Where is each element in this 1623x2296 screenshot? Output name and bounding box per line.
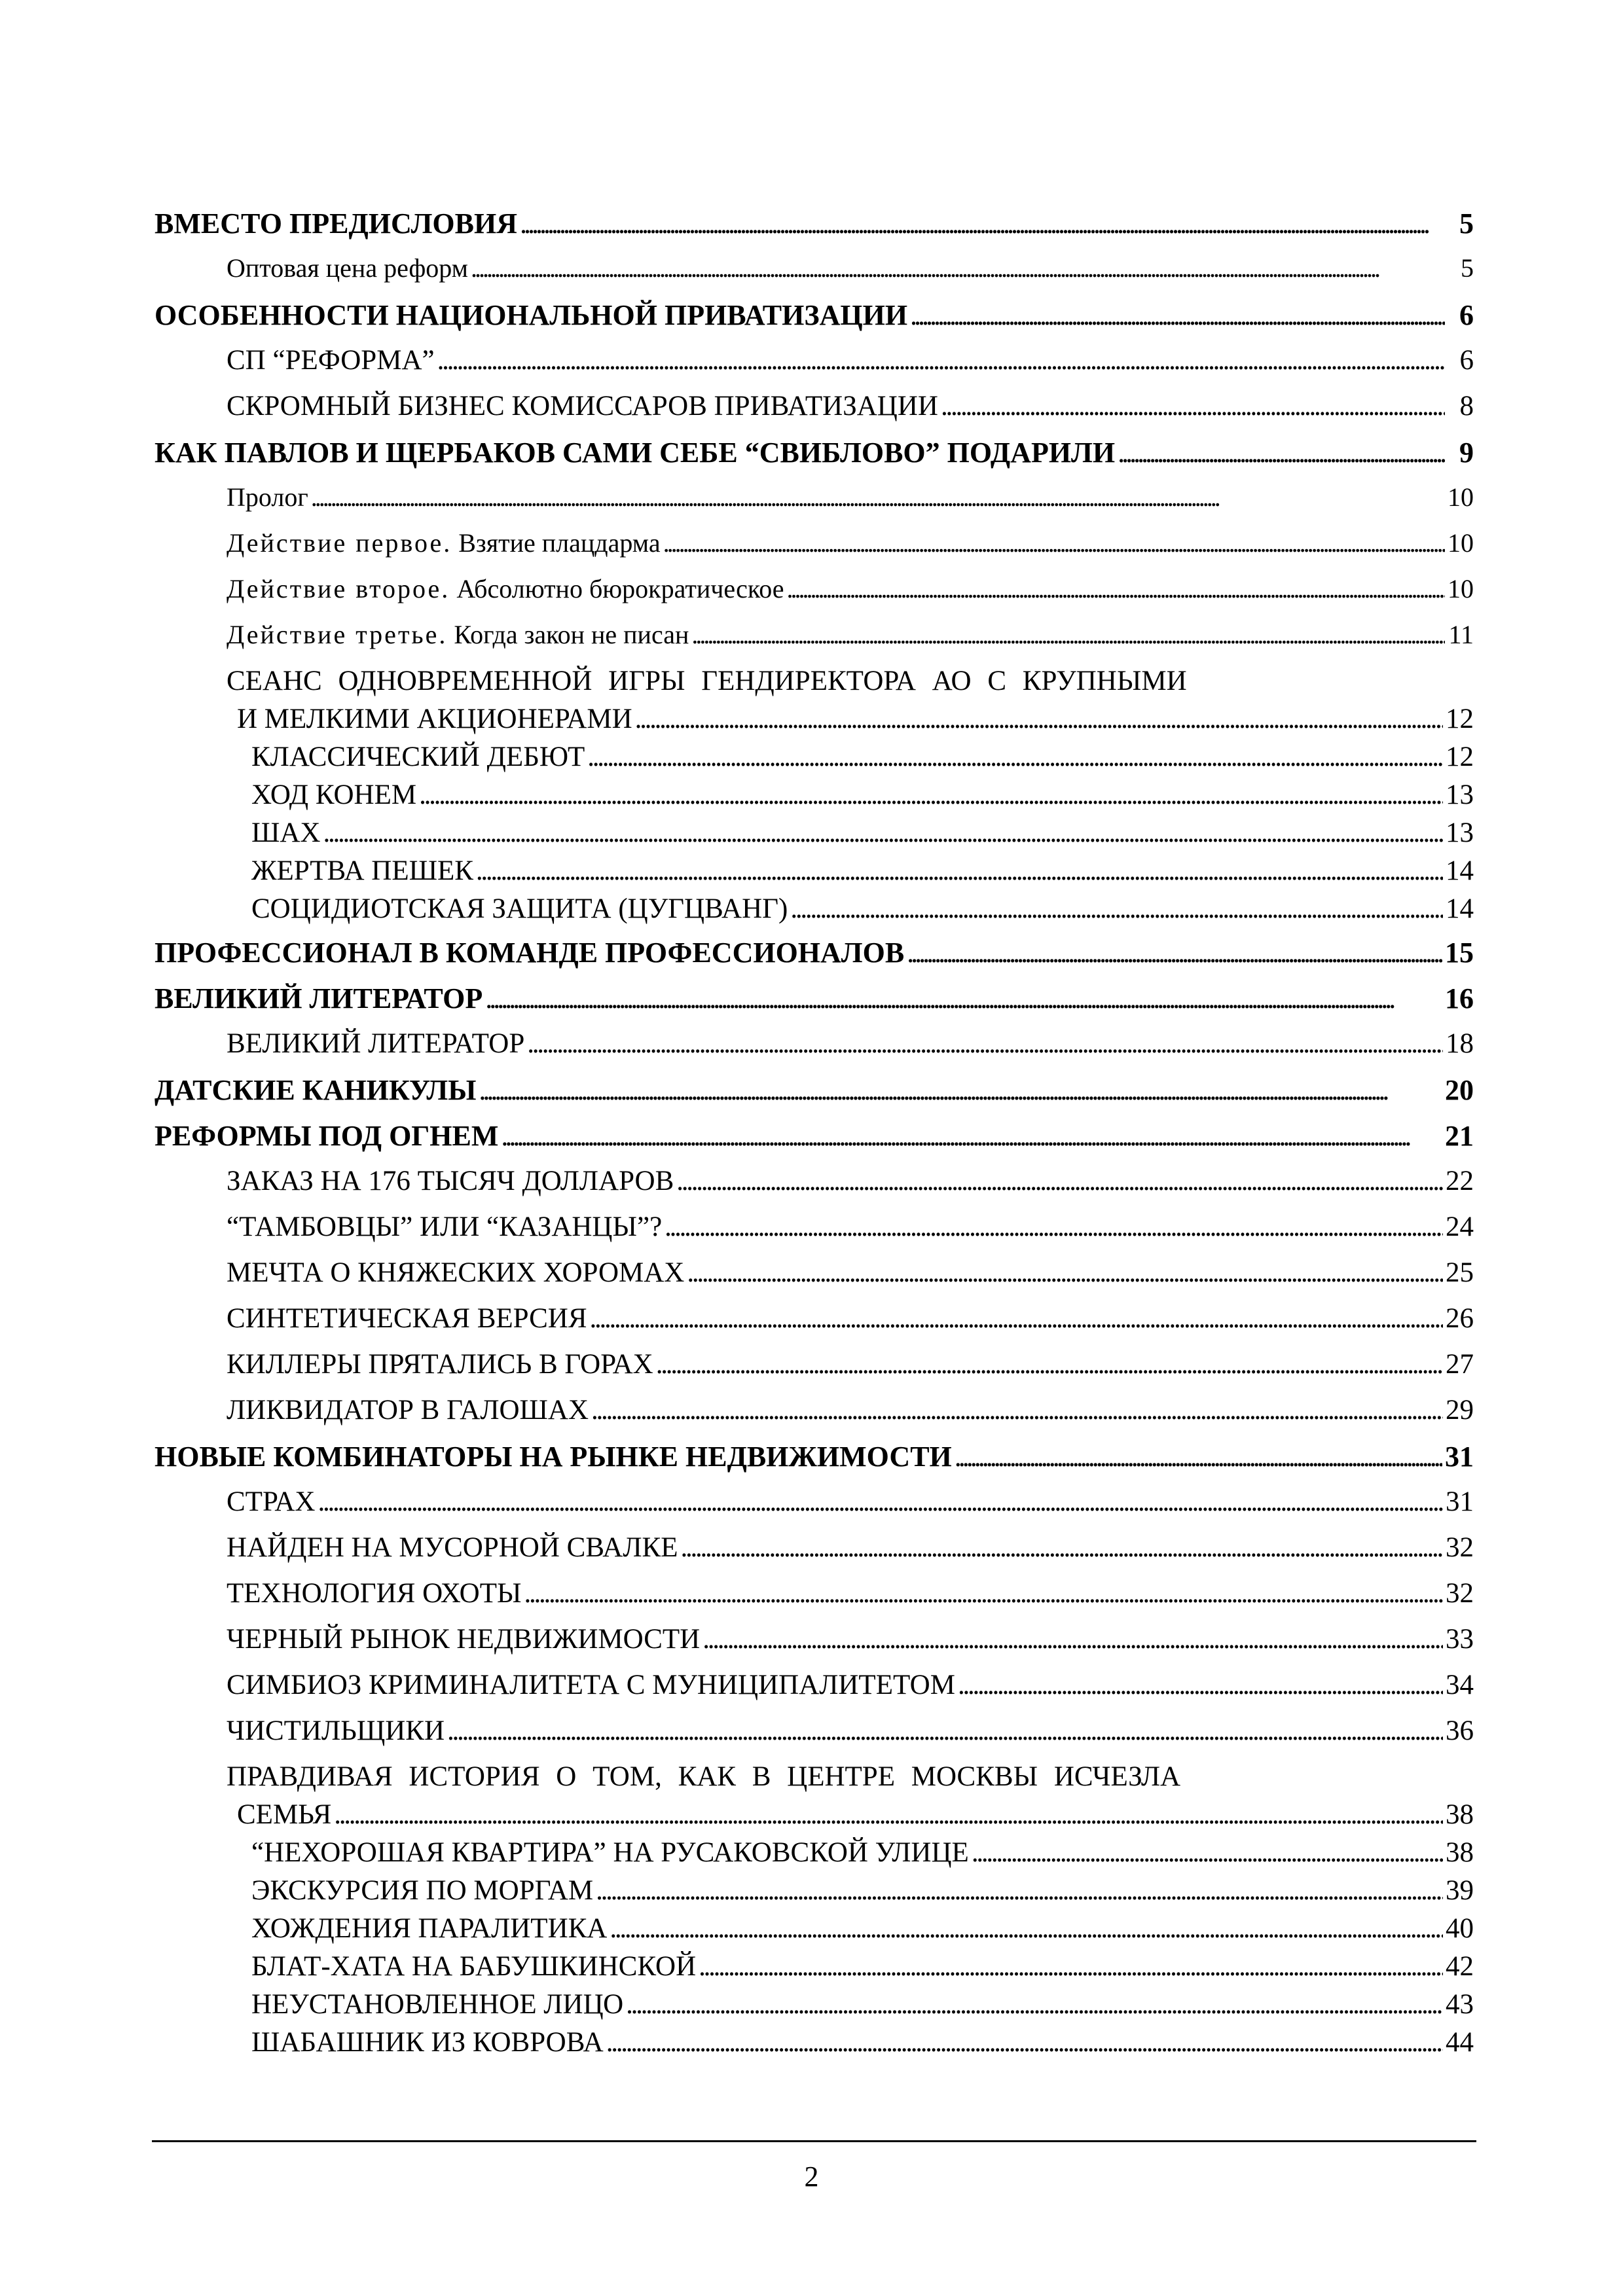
toc-entry-subtitle: Взятие плацдарма [452,528,661,558]
dot-leader [479,1073,1442,1107]
dot-leader [790,893,1443,925]
toc-entry-title: СОЦИДИОТСКАЯ ЗАЩИТА (ЦУГЦВАНГ) [251,893,788,924]
toc-entry-level3[interactable] [155,1874,1474,1912]
toc-entry-page: 22 [1446,1166,1474,1196]
toc-entry-page: 36 [1446,1715,1474,1746]
toc-entry-title: “НЕХОРОШАЯ КВАРТИРА” НА РУСАКОВСКОЙ УЛИЦЕ [251,1837,969,1868]
toc-entry-page: 27 [1446,1349,1474,1380]
dot-leader [941,390,1445,422]
toc-entry-subtitle: Абсолютно бюрократическое [450,574,784,603]
dot-leader [323,817,1443,849]
toc-entry-level2[interactable] [155,1623,1474,1669]
toc-entry-level2[interactable] [155,1669,1474,1715]
toc-entry-title: ЧЕРНЫЙ РЫНОК НЕДВИЖИМОСТИ [227,1624,701,1655]
toc-entry-title: СТРАХ [227,1486,316,1517]
dot-leader [419,779,1443,811]
toc-entry-page: 33 [1446,1624,1474,1655]
toc-entry-page: 14 [1446,893,1474,924]
toc-entry-title: КИЛЛЕРЫ ПРЯТАЛИСЬ В ГОРАХ [227,1349,653,1380]
toc-entry-title: “ТАМБОВЦЫ” ИЛИ “КАЗАНЦЫ”? [227,1211,663,1242]
dot-leader [437,344,1445,376]
toc-entry-page: 38 [1446,1799,1474,1830]
toc-entry-page: 10 [1448,482,1474,512]
toc-entry-page: 21 [1445,1120,1474,1152]
toc-entry-title: КАК ПАВЛОВ И ЩЕРБАКОВ САМИ СЕБЕ “СВИБЛОВО” ПОДАРИЛИ [155,437,1116,469]
toc-entry-title: НОВЫЕ КОМБИНАТОРЫ НА РЫНКЕ НЕДВИЖИМОСТИ [155,1441,952,1473]
toc-entry-title: ВЕЛИКИЙ ЛИТЕРАТОР [155,982,483,1014]
toc-entry-title: ЖЕРТВА ПЕШЕК [251,855,473,886]
toc-entry-title: НЕУСТАНОВЛЕННОЕ ЛИЦО [251,1989,624,2020]
toc-entry-level3[interactable] [155,779,1474,817]
toc-entry-level2[interactable] [155,1715,1474,1761]
toc-entry-level3[interactable] [155,1912,1474,1950]
toc-entry-page: 16 [1445,982,1474,1014]
toc-entry-title: БЛАТ-ХАТА НА БАБУШКИНСКОЙ [251,1951,697,1982]
dot-leader [787,573,1446,604]
toc-entry-page: 14 [1446,855,1474,886]
toc-entry-page: 31 [1445,1441,1474,1473]
toc-entry-level2[interactable] [155,1532,1474,1577]
toc-entry-level2[interactable] [155,1577,1474,1623]
toc-entry-title: ДАТСКИЕ КАНИКУЛЫ [155,1074,477,1106]
dot-leader [447,1715,1443,1747]
dot-leader [656,1348,1443,1380]
toc-entry-page: 15 [1445,937,1474,969]
dot-leader [527,1028,1443,1060]
toc-entry-level2[interactable] [155,703,1474,741]
toc-entry-page: 5 [1459,207,1474,240]
dot-leader [972,1837,1443,1869]
toc-entry-page: 13 [1446,780,1474,810]
toc-entry-page: 32 [1446,1578,1474,1609]
toc-entry-page: 26 [1446,1303,1474,1334]
toc-entry-level2[interactable] [155,1028,1474,1073]
dot-leader [691,619,1445,650]
dot-leader [663,528,1445,558]
toc-entry-page: 43 [1446,1989,1474,2020]
dot-leader [676,1165,1443,1197]
toc-entry-title: КЛАССИЧЕСКИЙ ДЕБЮТ [251,742,585,772]
toc-entry-page: 13 [1446,817,1474,848]
toc-entry-page: 8 [1459,391,1474,422]
dot-leader [591,1394,1443,1426]
dot-leader [1118,436,1445,469]
toc-entry-title: ВЕЛИКИЙ ЛИТЕРАТОР [227,1028,525,1059]
dot-leader [334,1799,1443,1831]
toc-entry-level3[interactable] [155,2026,1474,2064]
toc-entry-level2-wrapped-line[interactable]: СЕАНС ОДНОВРЕМЕННОЙ ИГРЫ ГЕНДИРЕКТОРА АО С КРУПНЫМИ [227,666,1187,696]
toc-entry-level2[interactable] [155,1165,1474,1211]
toc-entry-level2[interactable] [155,482,1474,528]
toc-entry-page: 25 [1446,1257,1474,1288]
dot-leader [476,855,1443,887]
toc-entry-title: ОСОБЕННОСТИ НАЦИОНАЛЬНОЙ ПРИВАТИЗАЦИИ [155,299,908,331]
toc-entry-level2[interactable] [155,1348,1474,1394]
dot-leader [702,1623,1443,1655]
toc-entry-title: РЕФОРМЫ ПОД ОГНЕМ [155,1120,499,1152]
toc-entry-prefix: Действие первое. [227,528,452,558]
dot-leader [524,1577,1444,1609]
toc-entry-title: ШАБАШНИК ИЗ КОВРОВА [251,2027,604,2058]
toc-entry-page: 6 [1459,299,1474,331]
dot-leader [699,1950,1443,1982]
toc-entry-level2[interactable] [155,1211,1474,1257]
toc-entry-page: 9 [1459,437,1474,469]
toc-entry-level2[interactable] [155,344,1474,390]
toc-entry-title: ХОД КОНЕМ [251,780,417,810]
toc-entry-title: НАЙДЕН НА МУСОРНОЙ СВАЛКЕ [227,1532,678,1563]
toc-entry-level1[interactable] [155,1073,1474,1119]
toc-entry-level2[interactable] [155,390,1474,436]
toc-entry-title: Оптовая цена реформ [227,253,468,283]
toc-entry-page: 12 [1446,742,1474,772]
toc-entry-page: 31 [1446,1486,1474,1517]
toc-entry-page: 11 [1448,620,1474,649]
toc-entry-title: МЕЧТА О КНЯЖЕСКИХ ХОРОМАХ [227,1257,685,1288]
toc-entry-page: 39 [1446,1875,1474,1906]
page-number: 2 [804,2161,819,2193]
toc-entry-level2[interactable] [155,1486,1474,1532]
toc-entry-prefix: Действие третье. [227,620,448,649]
dot-leader [590,1302,1444,1335]
toc-entry-level2[interactable] [155,528,1474,573]
toc-entry-title: СЕМЬЯ [237,1799,332,1830]
dot-leader [687,1257,1443,1289]
dot-leader [635,703,1443,735]
toc-entry-title: И МЕЛКИМИ АКЦИОНЕРАМИ [237,704,632,734]
dot-leader [520,207,1445,240]
dot-leader [958,1669,1443,1701]
toc-entry-page: 32 [1446,1532,1474,1563]
toc-entry-title [227,528,661,558]
dot-leader [626,1988,1443,2020]
toc-entry-level2[interactable] [155,1799,1474,1837]
dot-leader [610,1912,1443,1945]
toc-entry-page: 10 [1448,528,1474,558]
toc-entry-title: СИМБИОЗ КРИМИНАЛИТЕТА С МУНИЦИПАЛИТЕТОМ [227,1670,955,1700]
toc-entry-page: 12 [1446,704,1474,734]
toc-entry-title [227,619,689,650]
table-of-contents [155,207,1474,2064]
toc-entry-level1[interactable] [155,936,1474,982]
toc-entry-page: 6 [1459,345,1474,376]
dot-leader [471,253,1445,283]
toc-entry-level1[interactable] [155,982,1474,1028]
dot-leader [318,1486,1443,1518]
dot-leader [501,1119,1442,1153]
toc-entry-title [227,573,784,604]
dot-leader [907,936,1442,969]
toc-entry-page: 38 [1446,1837,1474,1868]
toc-entry-level3[interactable] [155,817,1474,855]
toc-entry-level2[interactable] [155,1302,1474,1348]
toc-entry-title: ЭКСКУРСИЯ ПО МОРГАМ [251,1875,594,1906]
toc-entry-title: ВМЕСТО ПРЕДИСЛОВИЯ [155,207,517,240]
toc-entry-level1[interactable] [155,436,1474,482]
dot-leader [910,298,1445,332]
toc-entry-prefix: Действие второе. [227,574,450,603]
toc-entry-level1[interactable] [155,207,1474,253]
toc-entry-level2[interactable] [155,573,1474,619]
toc-entry-page: 5 [1461,253,1474,283]
toc-entry-level2[interactable] [155,253,1474,298]
dot-leader [665,1211,1443,1243]
toc-entry-title: ТЕХНОЛОГИЯ ОХОТЫ [227,1578,522,1609]
toc-entry-title: СП “РЕФОРМА” [227,345,435,376]
toc-entry-subtitle: Когда закон не писан [447,620,689,649]
toc-entry-title: ЛИКВИДАТОР В ГАЛОШАХ [227,1395,589,1426]
dot-leader [596,1874,1443,1907]
toc-entry-page: 34 [1446,1670,1474,1700]
toc-entry-level3[interactable] [155,741,1474,779]
toc-entry-level2[interactable] [155,1394,1474,1440]
toc-entry-title: СИНТЕТИЧЕСКАЯ ВЕРСИЯ [227,1303,587,1334]
footer-divider [152,2140,1476,2142]
dot-leader [587,741,1443,773]
toc-entry-title: ШАХ [251,817,321,848]
dot-leader [680,1532,1443,1564]
toc-entry-page: 18 [1446,1028,1474,1059]
toc-entry-level3[interactable] [155,1988,1474,2026]
toc-entry-page: 29 [1446,1395,1474,1426]
toc-entry-page: 24 [1446,1211,1474,1242]
toc-entry-level1[interactable] [155,1119,1474,1165]
toc-entry-level3[interactable] [155,893,1474,936]
toc-entry-title: Пролог [227,482,308,512]
toc-entry-title: ЧИСТИЛЬЩИКИ [227,1715,445,1746]
toc-entry-title: ХОЖДЕНИЯ ПАРАЛИТИКА [251,1913,608,1944]
toc-entry-title: ЗАКАЗ НА 176 ТЫСЯЧ ДОЛЛАРОВ [227,1166,674,1196]
toc-entry-level2-wrapped-line[interactable]: ПРАВДИВАЯ ИСТОРИЯ О ТОМ, КАК В ЦЕНТРЕ МОСКВЫ ИСЧЕЗЛА [227,1761,1181,1792]
toc-entry-title: СКРОМНЫЙ БИЗНЕС КОМИССАРОВ ПРИВАТИЗАЦИИ [227,391,938,422]
toc-entry-level3[interactable] [155,855,1474,893]
toc-entry-level3[interactable] [155,1837,1474,1874]
dot-leader [311,482,1445,512]
toc-entry-level1[interactable] [155,298,1474,344]
toc-entry-level3[interactable] [155,1950,1474,1988]
dot-leader [955,1440,1442,1473]
toc-entry-page: 10 [1448,574,1474,603]
toc-entry-page: 44 [1446,2027,1474,2058]
toc-entry-level2[interactable] [155,1257,1474,1302]
toc-entry-page: 42 [1446,1951,1474,1982]
toc-entry-page: 40 [1446,1913,1474,1944]
toc-entry-level2[interactable] [155,619,1474,665]
toc-entry-title: ПРОФЕССИОНАЛ В КОМАНДЕ ПРОФЕССИОНАЛОВ [155,937,905,969]
toc-entry-level1[interactable] [155,1440,1474,1486]
dot-leader [606,2026,1443,2058]
dot-leader [485,982,1442,1015]
toc-entry-page: 20 [1445,1074,1474,1106]
